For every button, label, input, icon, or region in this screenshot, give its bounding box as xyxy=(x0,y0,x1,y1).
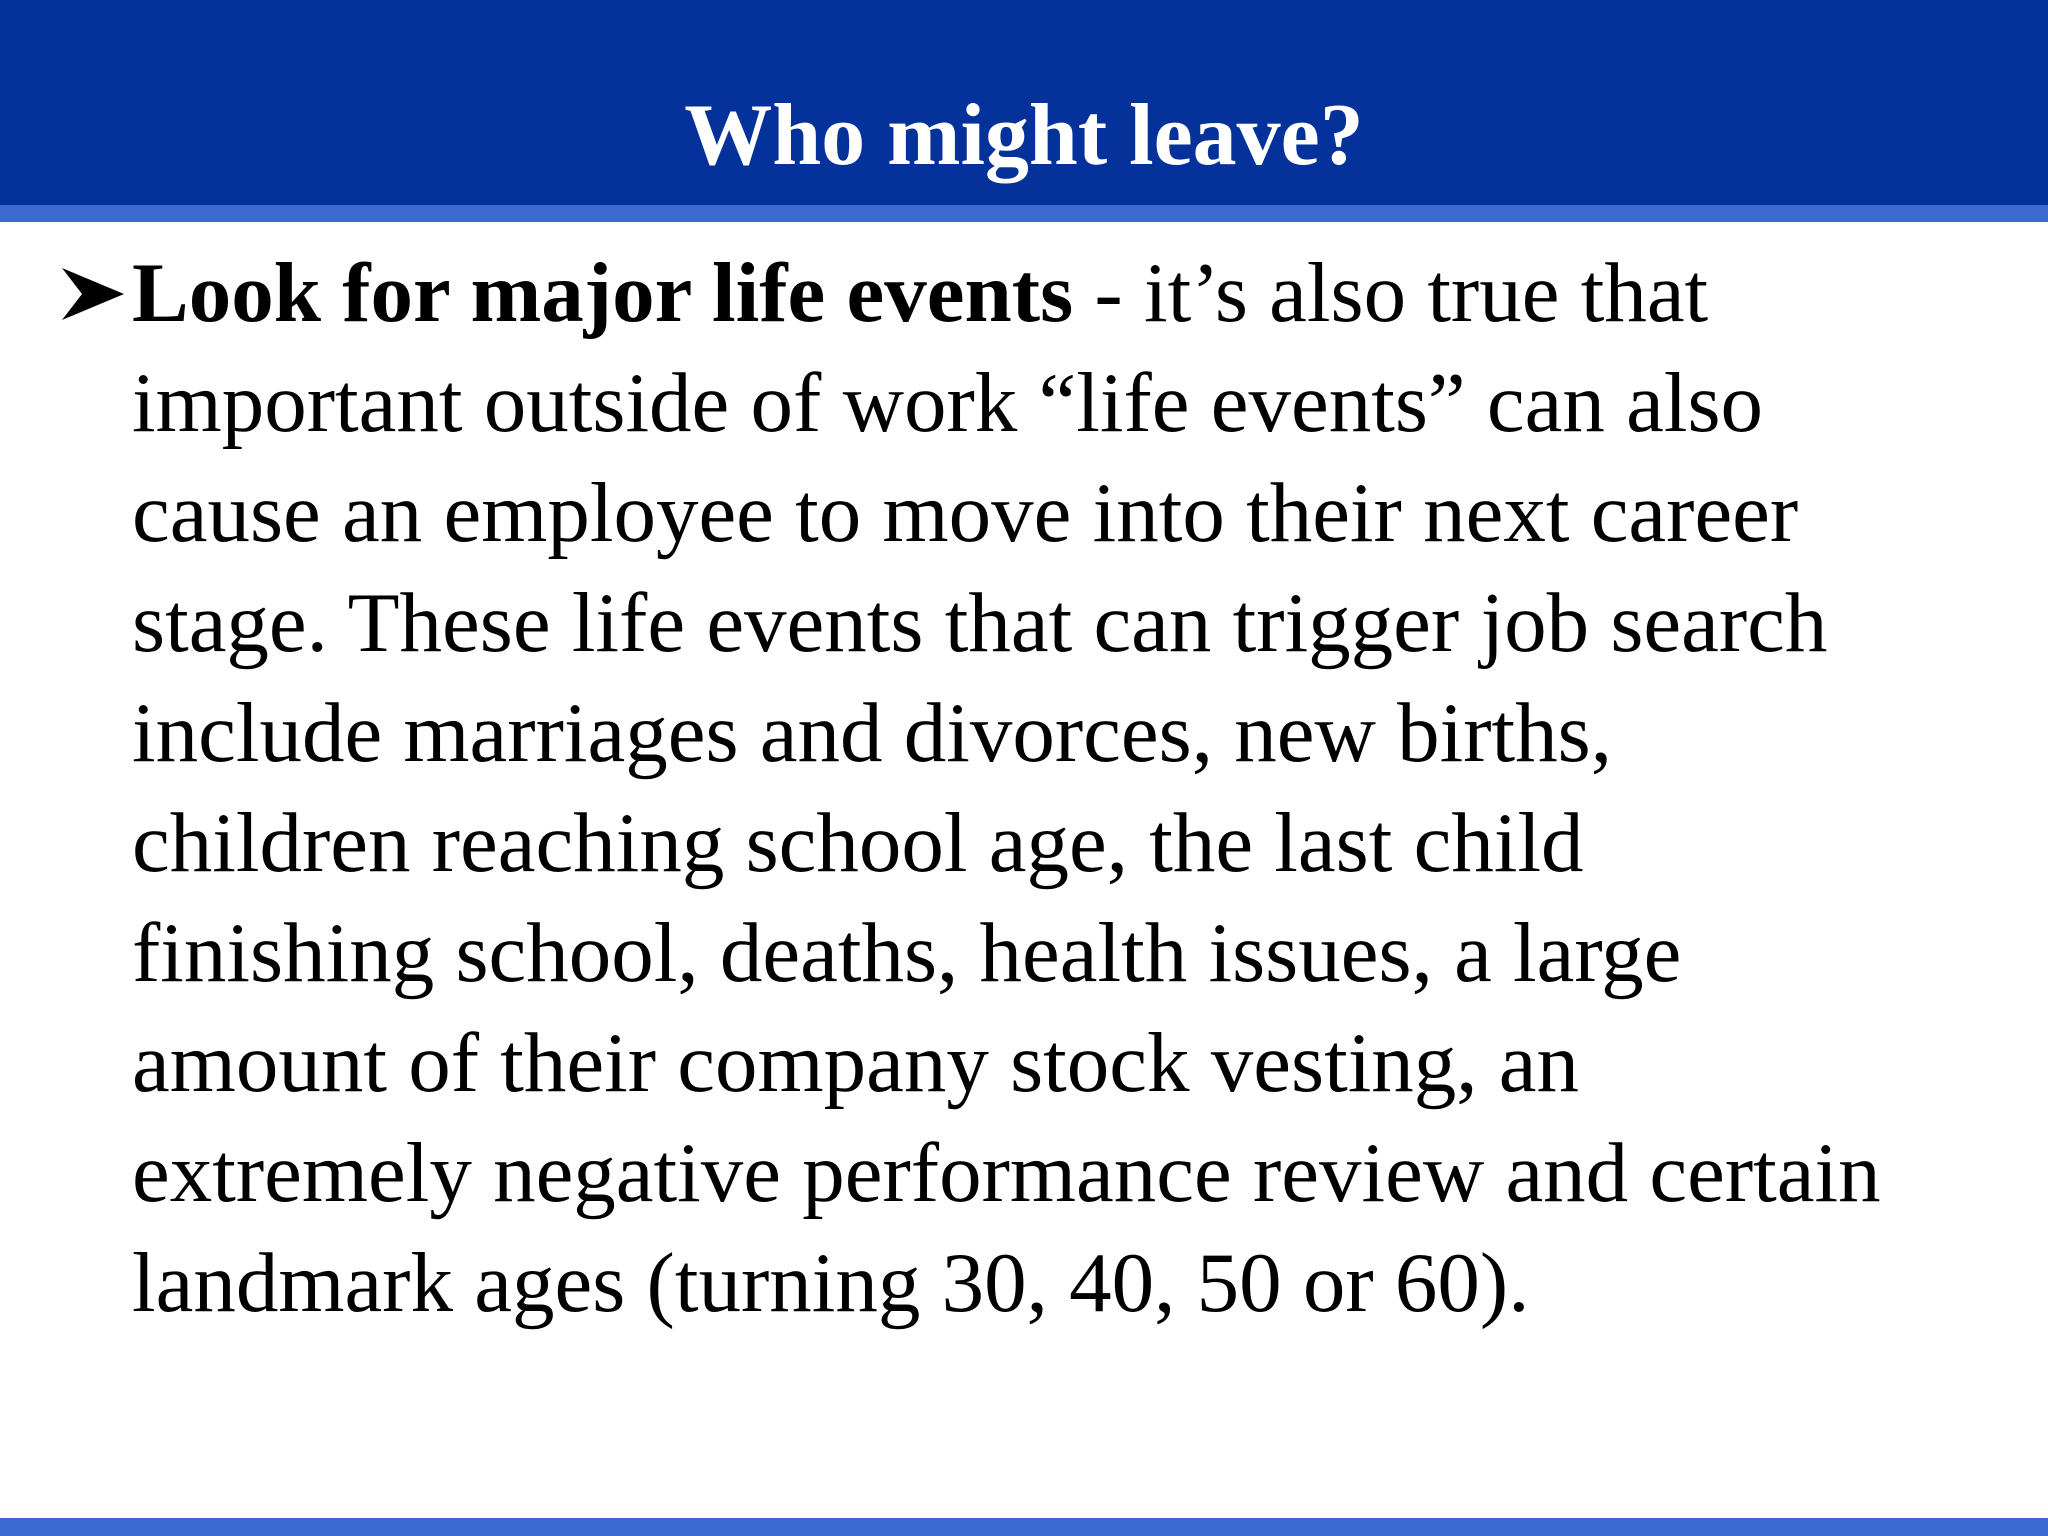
bullet-line-5: include marriages and divorces, new births, xyxy=(132,686,1612,780)
bullet-line-7: finishing school, deaths, health issues, a large xyxy=(132,906,1682,1000)
bullet-line-9: extremely negative performance review and certain xyxy=(132,1126,1881,1220)
arrowhead-bullet-icon xyxy=(60,264,130,324)
bullet-line-4: stage. These life events that can trigger job search xyxy=(132,576,1828,670)
bullet-line-8: amount of their company stock vesting, an xyxy=(132,1016,1580,1110)
bullet-text xyxy=(132,238,2048,1338)
footer-accent-stripe xyxy=(0,1518,2048,1536)
bullet-line-6: children reaching school age, the last child xyxy=(132,796,1584,890)
bullet-separator: - xyxy=(1073,246,1144,340)
bullet-line-1 xyxy=(132,238,2048,348)
slide-title: Who might leave? xyxy=(684,87,1364,184)
bullet-line-text: it’s also true that xyxy=(1143,246,1709,340)
bullet-line-3: cause an employee to move into their next career xyxy=(132,466,1799,560)
bullet-lead: Look for major life events xyxy=(132,246,1074,340)
bullet-line-10: landmark ages (turning 30, 40, 50 or 60). xyxy=(132,1236,1530,1330)
header-accent-stripe xyxy=(0,205,2048,222)
bullet-line-2: important outside of work “life events” can also xyxy=(132,356,1764,450)
